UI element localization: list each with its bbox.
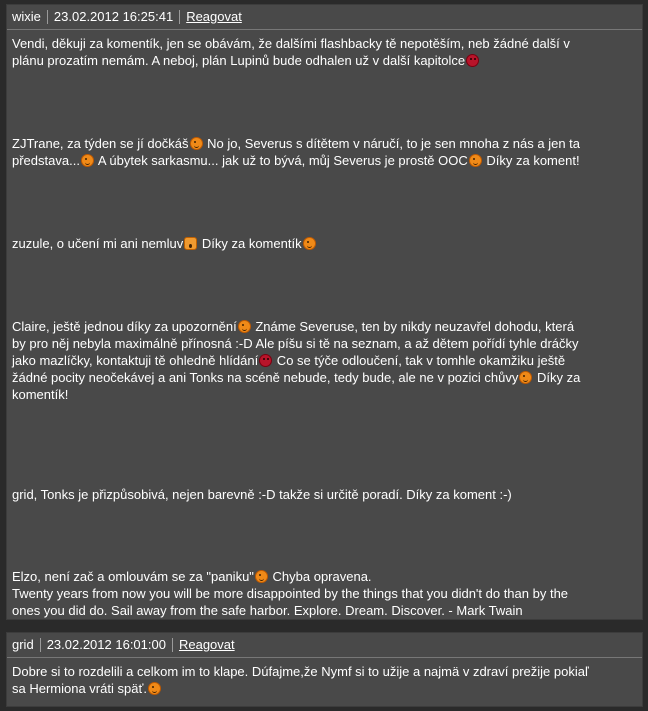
comment-text: Co se týče odloučení, tak v tomhle okamžiku ještě [273,353,566,368]
comment-line [12,152,580,169]
comment-text: Dobre si to rozdelili a celkom im to klape. Dúfajme,že Nymf si to užije a najmä v zdraví prežije pokiaľ [12,664,589,679]
comment-line [12,52,480,69]
header-divider [179,10,180,24]
reply-link[interactable]: Reagovat [178,637,235,652]
comment-text: ones you did do. Sail away from the safe harbor. Explore. Dream. Discover. - Mark Twain [12,603,523,618]
comment-line [12,335,579,352]
comment-line [12,486,512,503]
wink-smiley-icon [469,154,482,167]
comment-text: A úbytek sarkasmu... jak už to bývá, můj Severus je prostě OOC [94,153,468,168]
blush-smiley-icon [259,354,272,367]
wink-smiley-icon [190,137,203,150]
comment-line [12,235,317,252]
wink-smiley-icon [148,682,161,695]
comment-text: Claire, ještě jednou díky za upozornění [12,319,237,334]
comment-text: Twenty years from now you will be more disappointed by the things that you didn't do than by the [12,586,569,601]
comment-text: Známe Severuse, ten by nikdy neuzavřel dohodu, která [251,319,575,334]
wink-smiley-icon [81,154,94,167]
comment-text: Elzo, není zač a omlouvám se za "paniku" [12,569,254,584]
comment-text: zuzule, o učení mi ani nemluv [12,236,184,251]
header-divider [40,638,41,652]
comment-text: Díky za komentík [198,236,302,251]
comment-text: by pro něj nebyla maximálně přínosná :-D Ale píšu si tě na seznam, a až dětem pořídí tyhle dráčky [12,336,579,351]
comment-line [12,318,574,335]
comment-text: žádné pocity neočekávej a ani Tonks na scéně nebude, tedy bude, ale ne v pozici chůvy [12,370,519,385]
comment-author: grid [12,637,34,652]
wink-smiley-icon [255,570,268,583]
header-divider [47,10,48,24]
comment-datetime: 23.02.2012 16:01:00 [46,637,166,652]
comment-text: představa... [12,153,80,168]
comment-line [12,602,523,619]
header-divider [172,638,173,652]
comment-header [7,633,642,658]
comment-text: sa Hermiona vráti späť. [12,681,147,696]
comment-line [12,585,568,602]
comment-line [12,663,589,680]
comment-text: komentík! [12,387,69,402]
wink-smiley-icon [519,371,532,384]
comment-text: Díky za [533,370,581,385]
comment-text: plánu prozatím nemám. A neboj, plán Lupinů bude odhalen už v další kapitolce [12,53,466,68]
reply-link[interactable]: Reagovat [186,9,242,24]
wink-smiley-icon [238,320,251,333]
comment-text: No jo, Severus s dítětem v náručí, to je sen mnoha z nás a jen ta [203,136,581,151]
comment-header [7,5,642,30]
comment-datetime: 23.02.2012 16:25:41 [53,9,174,24]
shock-smiley-icon [184,237,197,250]
comment-line [12,386,68,403]
wink-smiley-icon [303,237,316,250]
comment-wixie [6,4,643,620]
comment-text: Vendi, děkuji za komentík, jen se obávám, že dalšími flashbacky tě nepotěším, neb žádné další v [12,36,570,51]
comment-text: jako mazlíčky, kontaktuji tě ohledně hlídání [12,353,259,368]
comment-line [12,352,565,369]
comment-line [12,35,570,52]
comment-grid [6,632,643,707]
comment-text: Díky za koment! [482,153,580,168]
blush-smiley-icon [466,54,479,67]
comment-line [12,568,372,585]
comment-line [12,680,162,697]
comment-text: ZJTrane, za týden se jí dočkáš [12,136,189,151]
comment-line [12,369,580,386]
comment-text: Chyba opravena. [268,569,372,584]
comment-line [12,135,580,152]
comment-author: wixie [12,9,41,24]
comment-text: grid, Tonks je přizpůsobivá, nejen barevně :-D takže si určitě poradí. Díky za koment :-) [12,487,512,502]
